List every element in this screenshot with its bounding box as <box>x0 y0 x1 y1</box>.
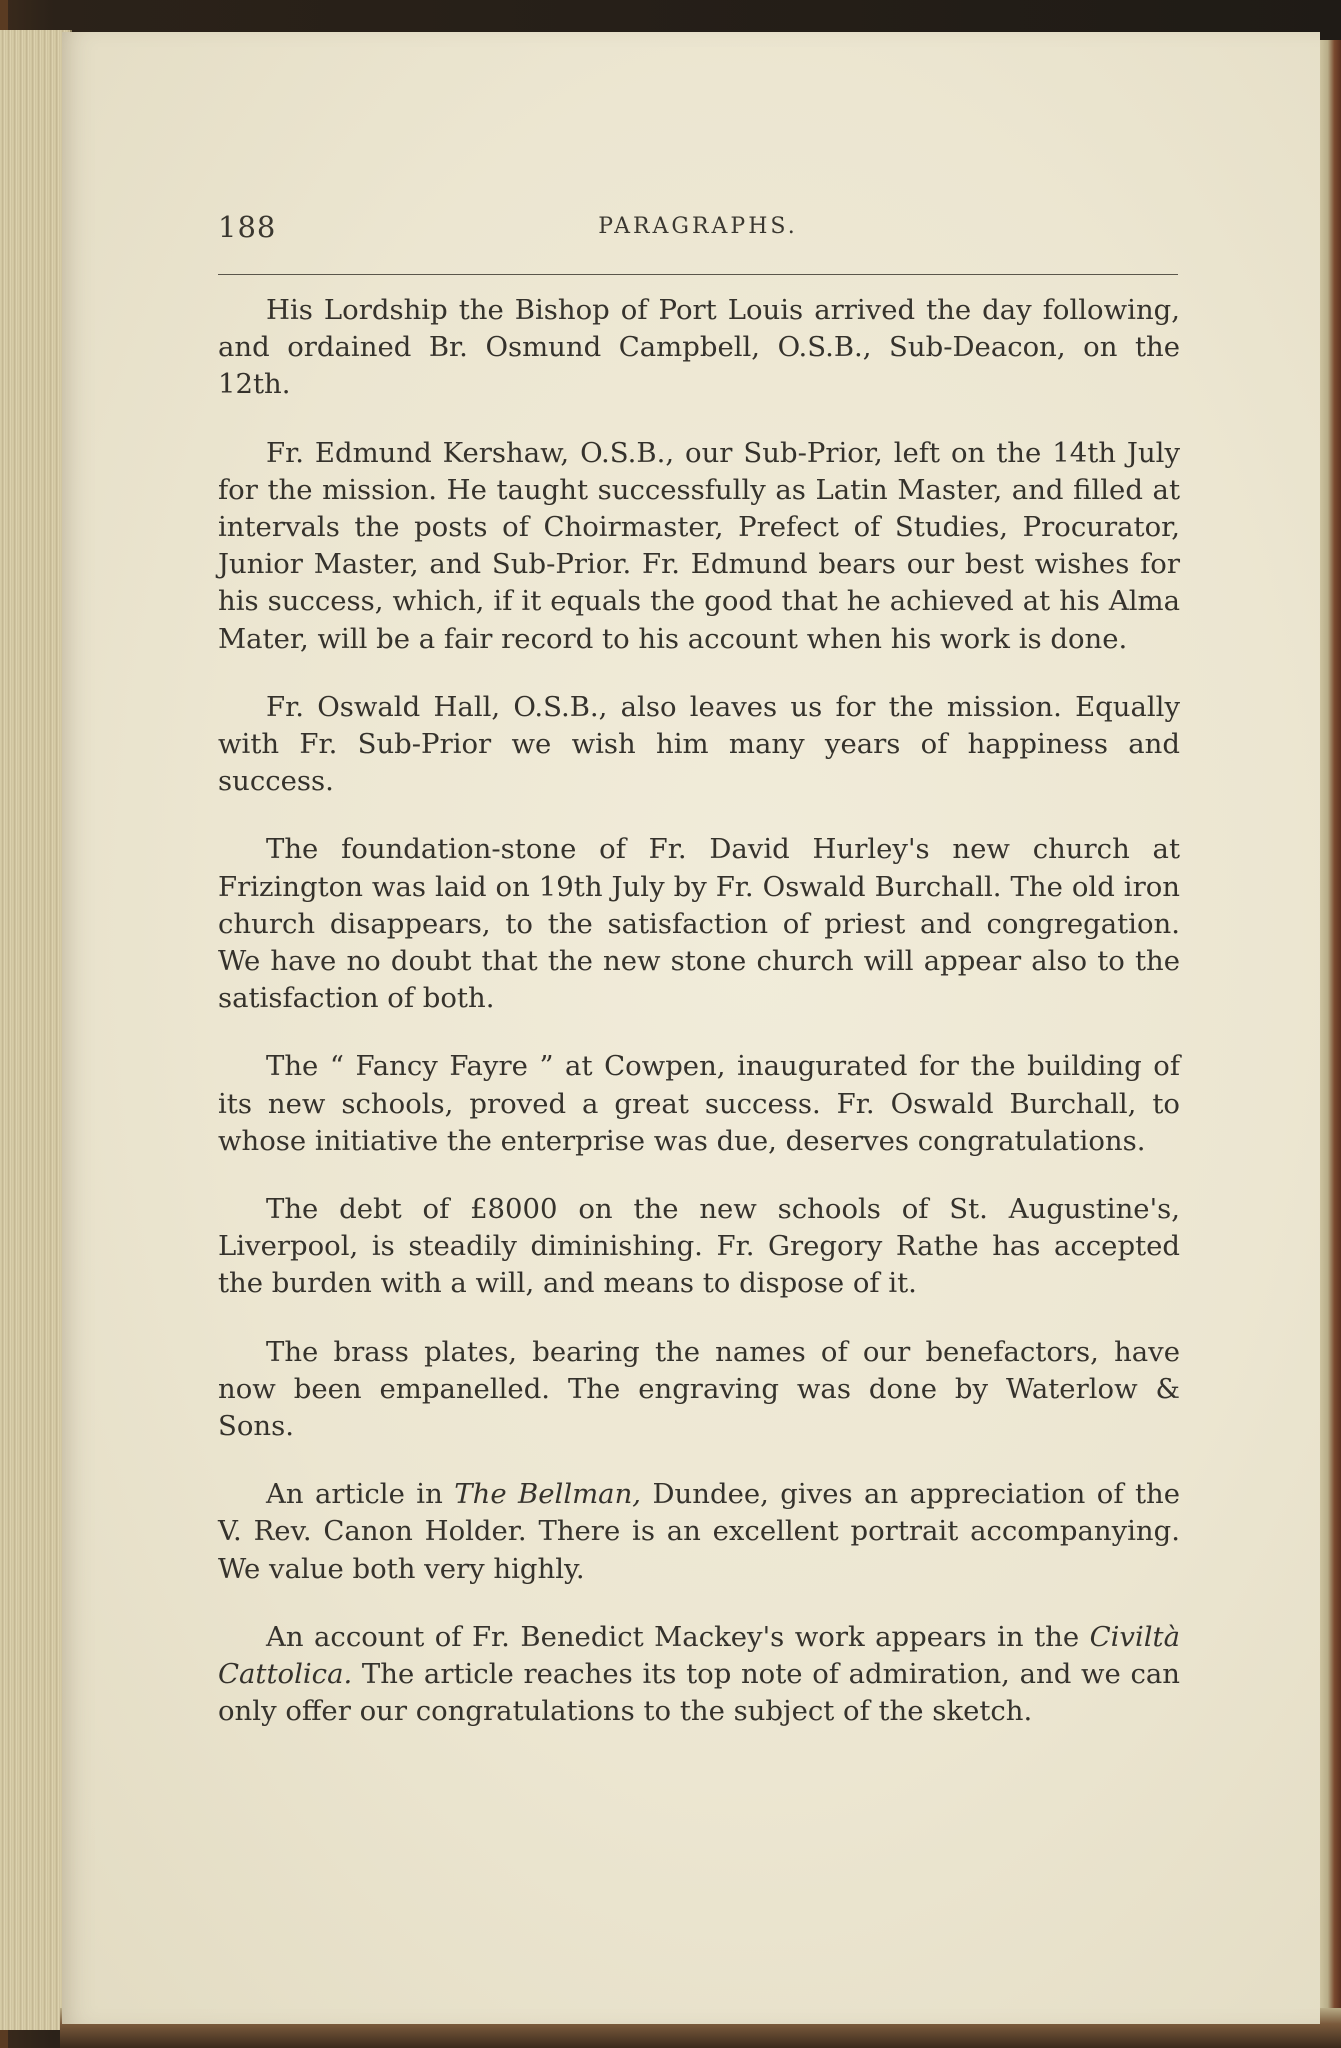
italic-title: Civiltà Cattolica. <box>218 1620 1180 1691</box>
paragraph-text: An article in <box>266 1478 455 1511</box>
paragraph: His Lordship the Bishop of Port Louis arrived the day following, and ordained Br. Osmund Campbell, O.S.B., Sub-Deacon, on the 12th. <box>218 294 1180 401</box>
paragraph <box>218 1476 1180 1588</box>
page-body <box>218 292 1180 1762</box>
page-number: 188 <box>218 210 277 244</box>
running-title: PARAGRAPHS. <box>598 214 798 239</box>
paragraph-text: The article reaches its top note of admiration, and we can only offer our congratulations to the subject of the sketch. <box>218 1658 1180 1728</box>
page-header <box>218 210 1178 250</box>
paragraph: The brass plates, bearing the names of our benefactors, have now been empanelled. The engraving was done by Waterlow & Sons. <box>218 1335 1180 1443</box>
paragraph: The debt of £8000 on the new schools of St. Augustine's, Liverpool, is steadily diminishing. Fr. Gregory Rathe has accepted the burden with a will, and means to dispose of it. <box>218 1193 1180 1300</box>
paragraph-text: Dundee, gives an appreciation of the V. Rev. Canon Holder. There is an excellent portrait accompanying. We value both very highly. <box>218 1478 1180 1585</box>
header-rule <box>218 274 1178 275</box>
paragraph: The “ Fancy Fayre ” at Cowpen, inaugurated for the building of its new schools, proved a great success. Fr. Oswald Burchall, to whose initiative the enterprise was due, deserves congratulations. <box>218 1050 1180 1157</box>
paragraph-text: An account of Fr. Benedict Mackey's work appears in the <box>266 1620 1090 1653</box>
italic-title: The Bellman, <box>454 1478 642 1511</box>
paragraph: Fr. Oswald Hall, O.S.B., also leaves us for the mission. Equally with Fr. Sub-Prior we wish him many years of happiness and success. <box>218 690 1180 798</box>
paragraph: Fr. Edmund Kershaw, O.S.B., our Sub-Prior, left on the 14th July for the mission. He taught successfully as Latin Master, and filled at intervals the posts of Choirmaster, Prefect of Studies, Procurator, Junior Master, and Sub-Prior. Fr. Edmund bears our best wishes for his success, which, if it equals the good that he achieved at his Alma Mater, will be a fair record to his account when his work is done. <box>218 436 1180 655</box>
paragraph: The foundation-stone of Fr. David Hurley's new church at Frizington was laid on 19th July by Fr. Oswald Burchall. The old iron church disappears, to the satisfaction of priest and congregation. We have no doubt that the new stone church will appear also to the satisfaction of both. <box>218 833 1180 1015</box>
paragraph <box>218 1619 1180 1731</box>
right-binding-edge <box>1319 40 1341 2030</box>
